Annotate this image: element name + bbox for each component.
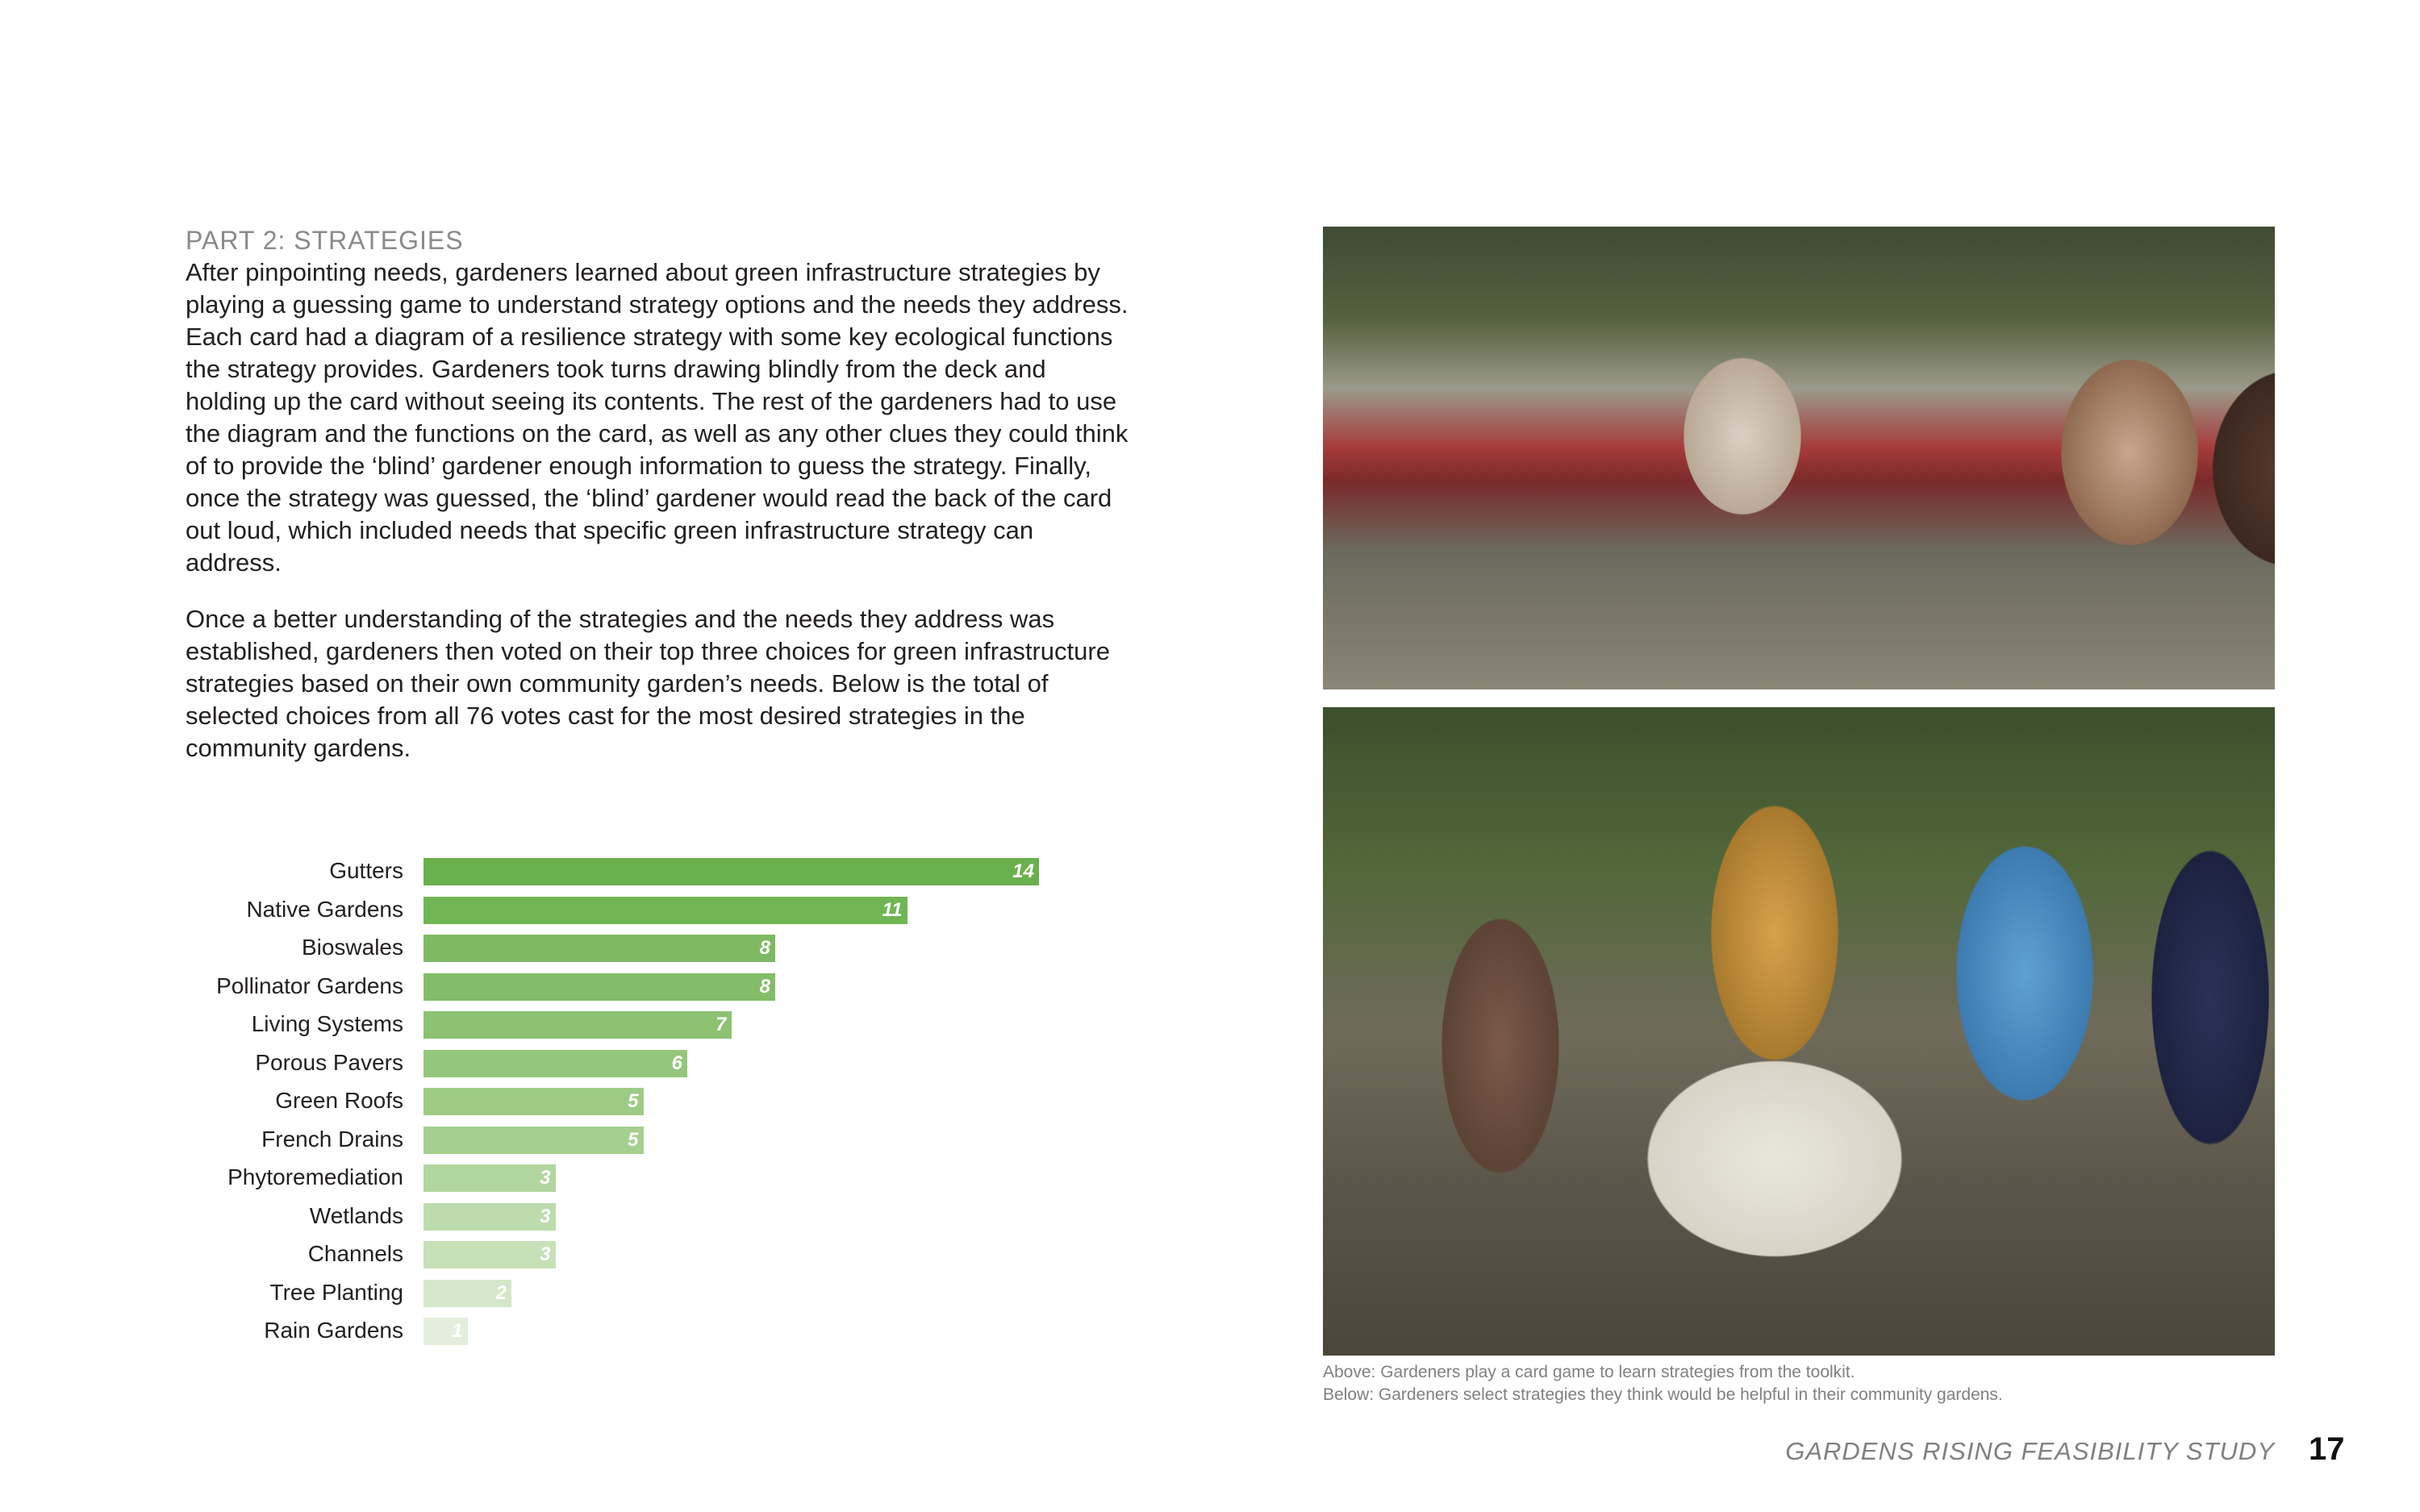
chart-value-label: 3 [540, 1205, 551, 1227]
section-heading: PART 2: STRATEGIES [186, 226, 464, 255]
chart-category-label: Porous Pavers [255, 1049, 403, 1075]
chart-bar [424, 935, 775, 962]
chart-row [186, 970, 1154, 1002]
chart-bar [424, 858, 1039, 885]
footer-document-title: GARDENS RISING FEASIBILITY STUDY [1785, 1437, 2275, 1465]
chart-category-label: Gutters [329, 858, 403, 883]
chart-bar [424, 1241, 556, 1268]
chart-category-label: Phytoremediation [227, 1164, 403, 1189]
photo-selecting-strategies [1323, 707, 2275, 1356]
caption-below: Below: Gardeners select strategies they think would be helpful in their community gardens. [1323, 1385, 2003, 1404]
chart-value-label: 1 [452, 1320, 463, 1342]
chart-value-label: 8 [759, 975, 770, 998]
body-paragraph-2: Once a better understanding of the strategies and the needs they address was established, gardeners then voted on their top three choices for green infrastructure strategies based on their own community garden’s needs. Below is the total of selected choices from all 76 votes cast for the most desired strategies in the community gardens. [186, 605, 1110, 762]
chart-bar [424, 973, 775, 1001]
chart-bar [424, 1203, 556, 1231]
chart-category-label: Tree Planting [269, 1279, 403, 1305]
chart-bar [424, 1050, 687, 1077]
chart-row [186, 1314, 1154, 1347]
chart-row [186, 855, 1154, 887]
chart-value-label: 3 [540, 1243, 551, 1265]
chart-row [186, 1047, 1154, 1079]
chart-row [186, 1238, 1154, 1270]
chart-row [186, 1008, 1154, 1040]
chart-value-label: 6 [671, 1052, 682, 1074]
chart-bar [424, 1127, 644, 1154]
chart-bar [424, 1164, 556, 1192]
chart-category-label: Living Systems [251, 1011, 403, 1036]
chart-bar [424, 897, 908, 924]
chart-row [186, 931, 1154, 964]
chart-value-label: 7 [716, 1014, 727, 1035]
page-number: 17 [2309, 1431, 2345, 1467]
chart-category-label: Rain Gardens [264, 1318, 403, 1343]
chart-value-label: 2 [495, 1281, 507, 1304]
chart-row [186, 1123, 1154, 1156]
chart-row [186, 1277, 1154, 1309]
chart-value-label: 11 [882, 898, 903, 921]
chart-value-label: 3 [540, 1167, 551, 1189]
chart-row [186, 1200, 1154, 1232]
chart-value-label: 5 [628, 1128, 639, 1151]
chart-category-label: Green Roofs [275, 1088, 403, 1113]
chart-row [186, 893, 1154, 926]
chart-bar [424, 1088, 644, 1115]
chart-category-label: Native Gardens [246, 896, 403, 922]
chart-bar [424, 1318, 468, 1345]
chart-category-label: Pollinator Gardens [216, 973, 403, 998]
chart-bar [424, 1011, 732, 1039]
strategy-votes-bar-chart [186, 855, 1154, 1371]
body-paragraph-1: After pinpointing needs, gardeners learned about green infrastructure strategies by playing a guessing game to understand strategy options and the needs they address. Each card had a diagram of a resilience strategy with some key ecological functions the strategy provides. Gardeners took turns drawing blindly from the deck and holding up the card without seeing its contents. The rest of the gardeners had to use the diagram and the functions on the card, as well as any other clues they could think of to provide the ‘blind’ gardener enough information to guess the strategy. Finally, once the strategy was guessed, the ‘blind’ gardener would read the back of the card out loud, which included needs that specific green infrastructure strategy can address. [186, 258, 1129, 577]
chart-category-label: French Drains [261, 1126, 403, 1152]
chart-category-label: Channels [307, 1241, 403, 1266]
chart-value-label: 5 [628, 1090, 639, 1112]
chart-row [186, 1161, 1154, 1193]
caption-above: Above: Gardeners play a card game to learn strategies from the toolkit. [1323, 1363, 1855, 1381]
chart-category-label: Wetlands [309, 1202, 403, 1228]
chart-bar [424, 1280, 511, 1307]
chart-value-label: 14 [1012, 860, 1034, 882]
chart-row [186, 1085, 1154, 1117]
photo-card-game [1323, 227, 2275, 689]
chart-category-label: Bioswales [301, 935, 403, 960]
chart-value-label: 8 [759, 937, 770, 959]
